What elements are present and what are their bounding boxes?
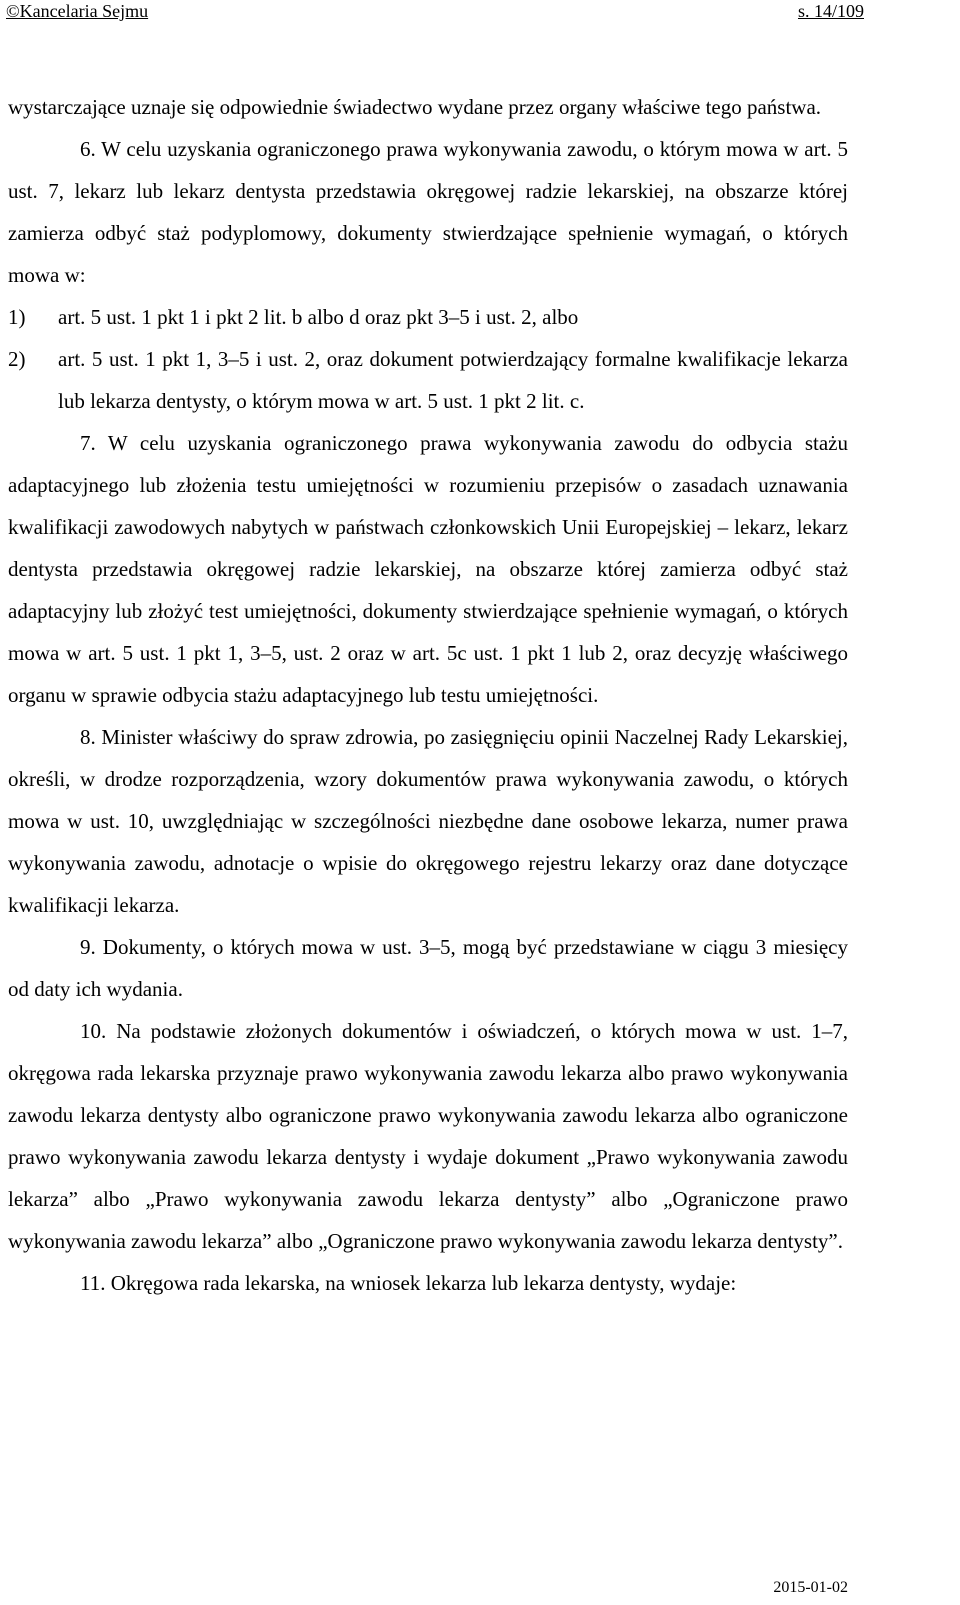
paragraph-7: 7. W celu uzyskania ograniczonego prawa wykonywania zawodu do odbycia stażu adaptacyjnego lub złożenia testu umiejętności w rozumieniu przepisów o zasadach uznawania kwalifikacji zawodowych nabytych w państwach członkowskich Unii Europejskiej – lekarz, lekarz dentysta przedstawia okręgowej radzie lekarskiej, na obszarze której zamierza odbyć staż adaptacyjny lub złożyć test umiejętności, dokumenty stwierdzające spełnienie wymagań, o których mowa w art. 5 ust. 1 pkt 1, 3–5, ust. 2 oraz w art. 5c ust. 1 pkt 1 lub 2, oraz decyzję właściwego organu w sprawie odbycia stażu adaptacyjnego lub testu umiejętności. bbox=[8, 431, 848, 707]
paragraph-10: 10. Na podstawie złożonych dokumentów i oświadczeń, o których mowa w ust. 1–7, okręgowa rada lekarska przyznaje prawo wykonywania zawodu lekarza albo prawo wykonywania zawodu lekarza dentysty albo ograniczone prawo wykonywania zawodu lekarza albo ograniczone prawo wykonywania zawodu lekarza dentysty i wydaje dokument „Prawo wykonywania zawodu lekarza” albo „Prawo wykonywania zawodu lekarza dentysty” albo „Ograniczone prawo wykonywania zawodu lekarza” albo „Ograniczone prawo wykonywania zawodu lekarza dentysty”. bbox=[8, 1019, 848, 1253]
page-number-link[interactable]: s. 14/109 bbox=[797, 1, 864, 21]
paragraph-continuation: wystarczające uznaje się odpowiednie świadectwo wydane przez organy właściwe tego państwa. bbox=[8, 95, 822, 119]
list-item-number: 1) bbox=[8, 305, 26, 329]
footer-date: 2015-01-02 bbox=[773, 1579, 848, 1596]
list-item bbox=[8, 338, 848, 422]
list-item-text: art. 5 ust. 1 pkt 1, 3–5 i ust. 2, oraz dokument potwierdzający formalne kwalifikacje lekarza lub lekarza dentysty, o którym mowa w art. 5 ust. 1 pkt 2 lit. c. bbox=[58, 347, 848, 413]
paragraph-9: 9. Dokumenty, o których mowa w ust. 3–5, mogą być przedstawiane w ciągu 3 miesięcy od daty ich wydania. bbox=[8, 935, 848, 1001]
list-item-text: art. 5 ust. 1 pkt 1 i pkt 2 lit. b albo d oraz pkt 3–5 i ust. 2, albo bbox=[58, 305, 579, 329]
list-item-number: 2) bbox=[8, 347, 26, 371]
list-item bbox=[8, 296, 848, 338]
paragraph-8: 8. Minister właściwy do spraw zdrowia, po zasięgnięciu opinii Naczelnej Rady Lekarskiej, określi, w drodze rozporządzenia, wzory dokumentów prawa wykonywania zawodu, o których mowa w ust. 10, uwzględniając w szczególności niezbędne dane osobowe lekarza, numer prawa wykonywania zawodu, adnotacje o wpisie do okręgowego rejestru lekarzy oraz dane dotyczące kwalifikacji lekarza. bbox=[8, 725, 848, 917]
page-header bbox=[6, 0, 864, 22]
copyright-link[interactable]: ©Kancelaria Sejmu bbox=[6, 1, 149, 21]
document-body bbox=[8, 86, 848, 1304]
paragraph-6: 6. W celu uzyskania ograniczonego prawa wykonywania zawodu, o którym mowa w art. 5 ust. 7, lekarz lub lekarz dentysta przedstawia okręgowej radzie lekarskiej, na obszarze której zamierza odbyć staż podyplomowy, dokumenty stwierdzające spełnienie wymagań, o których mowa w: bbox=[8, 137, 848, 287]
paragraph-11: 11. Okręgowa rada lekarska, na wniosek lekarza lub lekarza dentysty, wydaje: bbox=[80, 1271, 737, 1295]
